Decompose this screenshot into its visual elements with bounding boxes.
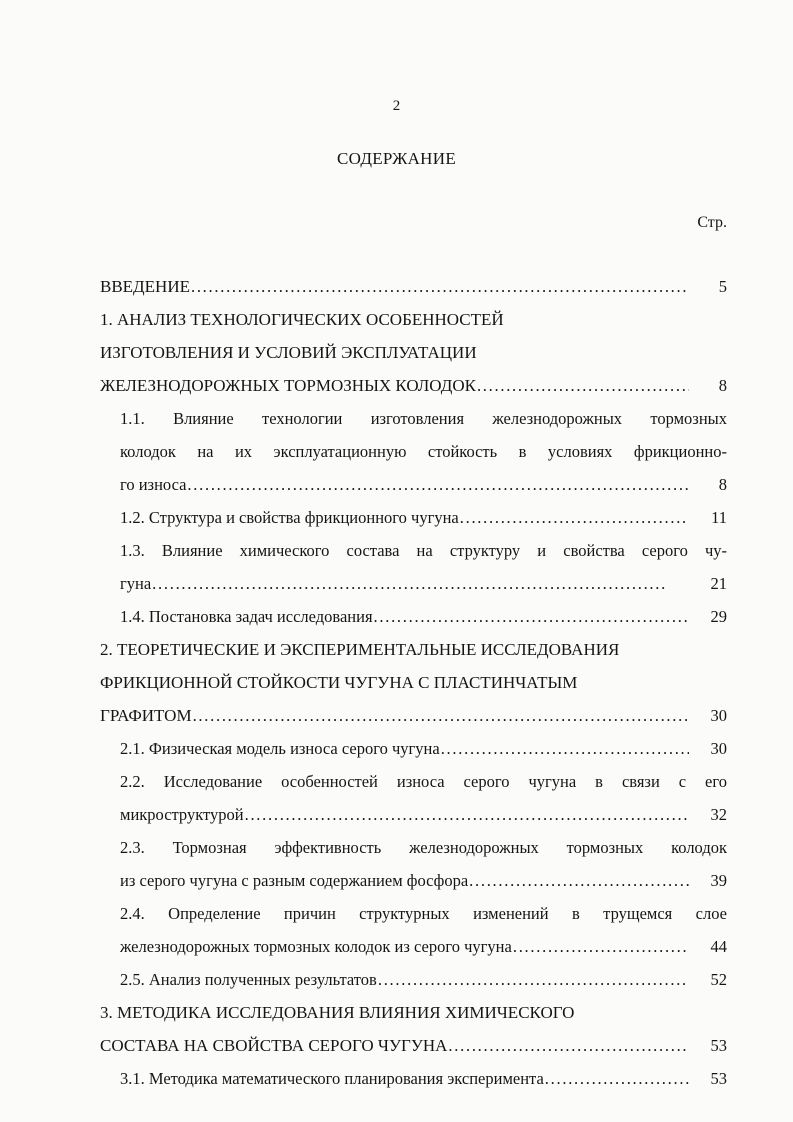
toc-entry-line: ФРИКЦИОННОЙ СТОЙКОСТИ ЧУГУНА С ПЛАСТИНЧАТЫМ (100, 673, 578, 692)
toc-entry-title: 2.1. Физическая модель износа серого чугуна (120, 739, 440, 758)
toc-entry-page-number: 8 (718, 376, 727, 395)
toc-entry-line: 1. АНАЛИЗ ТЕХНОЛОГИЧЕСКИХ ОСОБЕННОСТЕЙ (100, 310, 504, 329)
toc-entry-page-number: 39 (710, 871, 727, 890)
dot-leader (378, 963, 689, 996)
toc-entry-page-number: 21 (710, 574, 727, 593)
dot-leader (513, 930, 689, 963)
toc-entry-title: железнодорожных тормозных колодок из серого чугуна (120, 937, 512, 956)
toc-entry-title: гуна (120, 574, 152, 593)
toc-entry-last-line (120, 600, 727, 633)
dot-leader (441, 732, 689, 765)
toc-entry[interactable] (100, 270, 727, 303)
toc-entry-last-line (120, 864, 727, 897)
toc-entry-page-number: 29 (710, 607, 727, 626)
toc-entry-page-number: 53 (710, 1069, 727, 1088)
toc-entry-line: 2.3. Тормозная эффективность железнодорожных тормозных колодок (120, 838, 727, 857)
dot-leader (460, 501, 689, 534)
dot-leader (374, 600, 689, 633)
toc-entry-page-number: 11 (711, 508, 727, 527)
dot-leader (187, 468, 689, 501)
page-title: СОДЕРЖАНИЕ (336, 149, 457, 168)
toc-entry-title: ЖЕЛЕЗНОДОРОЖНЫХ ТОРМОЗНЫХ КОЛОДОК (100, 376, 476, 395)
dot-leader (152, 567, 689, 600)
toc-entry-last-line (120, 732, 727, 765)
dot-leader (191, 270, 689, 303)
dot-leader (448, 1029, 689, 1062)
toc-entry[interactable] (120, 600, 727, 633)
toc-entry[interactable] (120, 1062, 727, 1095)
toc-entry-title: 1.2. Структура и свойства фрикционного чугуна (120, 508, 459, 527)
toc-entry-title: из серого чугуна с разным содержанием фосфора (120, 871, 469, 890)
dot-leader (545, 1062, 689, 1095)
toc-entry-last-line (100, 270, 727, 303)
toc-entry-page-number: 8 (718, 475, 727, 494)
toc-entry-line: 1.3. Влияние химического состава на структуру и свойства серого чу- (120, 541, 727, 560)
toc-entry[interactable] (100, 633, 727, 732)
toc-entry-last-line (100, 1029, 727, 1062)
toc-entry-title: ВВЕДЕНИЕ (100, 277, 190, 296)
toc-entry-last-line (120, 501, 727, 534)
toc-entry[interactable] (120, 732, 727, 765)
toc-entry-last-line (120, 930, 727, 963)
table-of-contents (100, 270, 727, 1095)
toc-entry-line: колодок на их эксплуатационную стойкость в условиях фрикционно- (120, 442, 727, 461)
toc-entry-line: 2.2. Исследование особенностей износа серого чугуна в связи с его (120, 772, 727, 791)
toc-entry-title: СОСТАВА НА СВОЙСТВА СЕРОГО ЧУГУНА (100, 1036, 448, 1055)
toc-entry[interactable] (120, 501, 727, 534)
toc-entry-title: го износа (120, 475, 187, 494)
toc-entry-page-number: 52 (710, 970, 727, 989)
toc-entry-title: 3.1. Методика математического планирования эксперимента (120, 1069, 544, 1088)
toc-entry-last-line (120, 567, 727, 600)
toc-entry-title: 1.4. Постановка задач исследования (120, 607, 373, 626)
page-column-header: Стр. (697, 214, 727, 231)
toc-entry[interactable] (120, 534, 727, 600)
dot-leader (477, 369, 689, 402)
toc-entry-line: 2. ТЕОРЕТИЧЕСКИЕ И ЭКСПЕРИМЕНТАЛЬНЫЕ ИССЛЕДОВАНИЯ (100, 640, 620, 659)
toc-entry[interactable] (100, 996, 727, 1062)
toc-entry-page-number: 53 (710, 1036, 727, 1055)
dot-leader (245, 798, 689, 831)
toc-entry-page-number: 44 (710, 937, 727, 956)
toc-entry-last-line (120, 468, 727, 501)
toc-entry-last-line (120, 1062, 727, 1095)
toc-entry-title: микроструктурой (120, 805, 244, 824)
toc-entry[interactable] (100, 303, 727, 402)
dot-leader (469, 864, 689, 897)
toc-entry-line: 1.1. Влияние технологии изготовления железнодорожных тормозных (120, 409, 727, 428)
toc-entry-last-line (100, 369, 727, 402)
toc-entry-line: 2.4. Определение причин структурных изменений в трущемся слое (120, 904, 727, 923)
toc-entry[interactable] (120, 963, 727, 996)
toc-entry[interactable] (120, 765, 727, 831)
toc-entry-last-line (120, 798, 727, 831)
toc-entry-page-number: 5 (718, 277, 727, 296)
toc-entry[interactable] (120, 831, 727, 897)
toc-entry-page-number: 30 (710, 706, 727, 725)
toc-entry[interactable] (120, 402, 727, 501)
toc-entry-page-number: 32 (710, 805, 727, 824)
toc-entry-title: ГРАФИТОМ (100, 706, 192, 725)
page-number: 2 (392, 98, 401, 114)
toc-entry[interactable] (120, 897, 727, 963)
dot-leader (193, 699, 689, 732)
toc-entry-title: 2.5. Анализ полученных результатов (120, 970, 377, 989)
toc-entry-line: ИЗГОТОВЛЕНИЯ И УСЛОВИЙ ЭКСПЛУАТАЦИИ (100, 343, 477, 362)
toc-entry-page-number: 30 (710, 739, 727, 758)
toc-entry-line: 3. МЕТОДИКА ИССЛЕДОВАНИЯ ВЛИЯНИЯ ХИМИЧЕСКОГО (100, 1003, 575, 1022)
toc-entry-last-line (120, 963, 727, 996)
toc-entry-last-line (100, 699, 727, 732)
